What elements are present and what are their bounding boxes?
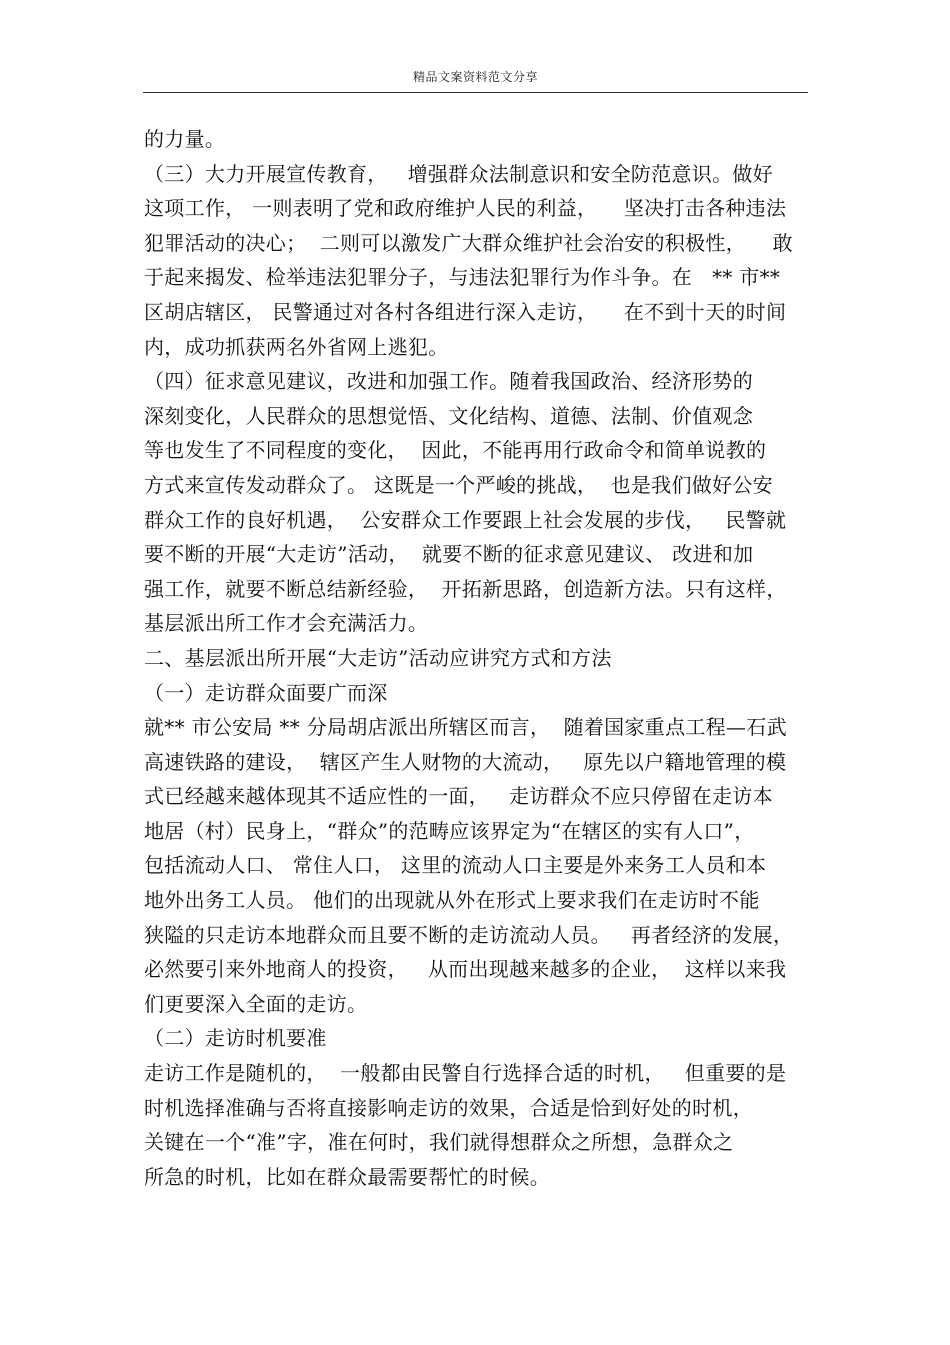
section-heading: （三）大力开展宣传教育， 增强群众法制意识和安全防范意识。做好 bbox=[144, 161, 773, 186]
page-header bbox=[143, 64, 808, 93]
text-line: 基层派出所工作才会充满活力。 bbox=[144, 611, 429, 636]
section-heading: （一）走访群众面要广而深 bbox=[144, 680, 388, 705]
header-title: 精品文案资料范文分享 bbox=[412, 70, 538, 84]
text-line: 走访工作是随机的， 一般都由民警自行选择合适的时机， 但重要的是 bbox=[144, 1061, 787, 1086]
text-line: 方式来宣传发动群众了。 这既是一个严峻的挑战， 也是我们做好公安 bbox=[144, 472, 773, 497]
text-line: 要不断的开展“大走访”活动， 就要不断的征求意见建议、 改进和加 bbox=[144, 542, 754, 567]
text-line: 必然要引来外地商人的投资， 从而出现越来越多的企业， 这样以来我 bbox=[144, 957, 787, 982]
document-body bbox=[144, 122, 809, 1194]
text-line: 这项工作， 一则表明了党和政府维护人民的利益， 坚决打击各种违法 bbox=[144, 196, 787, 221]
text-line: 们更要深入全面的走访。 bbox=[144, 991, 368, 1016]
text-line: 等也发生了不同程度的变化， 因此，不能再用行政命令和简单说教的 bbox=[144, 438, 767, 463]
text-line: 所急的时机，比如在群众最需要帮忙的时候。 bbox=[144, 1164, 550, 1189]
text-line: 关键在一个“准”字，准在何时，我们就得想群众之所想，急群众之 bbox=[144, 1130, 734, 1155]
text-line: 就** 市公安局 ** 分局胡店派出所辖区而言， 随着国家重点工程—石武 bbox=[144, 715, 787, 740]
text-line: 区胡店辖区， 民警通过对各村各组进行深入走访， 在不到十天的时间 bbox=[144, 299, 787, 324]
text-line: 的力量。 bbox=[144, 127, 226, 151]
text-line: 地居（村）民身上，“群众”的范畴应该界定为“在辖区的实有人口”， bbox=[144, 818, 755, 843]
chapter-heading: 二、基层派出所开展“大走访”活动应讲究方式和方法 bbox=[144, 645, 612, 670]
text-line: 时机选择准确与否将直接影响走访的效果，合适是恰到好处的时机， bbox=[144, 1095, 753, 1120]
text-line: 强工作，就要不断总结新经验， 开拓新思路，创造新方法。只有这样， bbox=[144, 576, 787, 601]
text-line: 犯罪活动的决心； 二则可以激发广大群众维护社会治安的积极性， 敢 bbox=[144, 230, 793, 255]
text-line: 高速铁路的建设， 辖区产生人财物的大流动， 原先以户籍地管理的模 bbox=[144, 749, 787, 774]
section-heading: （四）征求意见建议，改进和加强工作。随着我国政治、经济形势的 bbox=[144, 369, 753, 394]
text-line: 地外出务工人员。 他们的出现就从外在形式上要求我们在走访时不能 bbox=[144, 888, 760, 913]
text-line: 式已经越来越体现其不适应性的一面， 走访群众不应只停留在走访本 bbox=[144, 784, 773, 809]
text-line: 狭隘的只走访本地群众而且要不断的走访流动人员。 再者经济的发展， bbox=[144, 922, 794, 947]
text-line: 于起来揭发、检举违法犯罪分子，与违法犯罪行为作斗争。在 ** 市** bbox=[144, 265, 781, 290]
text-line: 深刻变化，人民群众的思想觉悟、文化结构、道德、法制、价值观念 bbox=[144, 403, 753, 428]
section-heading: （二）走访时机要准 bbox=[144, 1026, 327, 1051]
text-line: 包括流动人口、 常住人口， 这里的流动人口主要是外来务工人员和本 bbox=[144, 853, 767, 878]
text-line: 内，成功抓获两名外省网上逃犯。 bbox=[144, 334, 449, 359]
text-line: 群众工作的良好机遇， 公安群众工作要跟上社会发展的步伐， 民警就 bbox=[144, 507, 787, 532]
